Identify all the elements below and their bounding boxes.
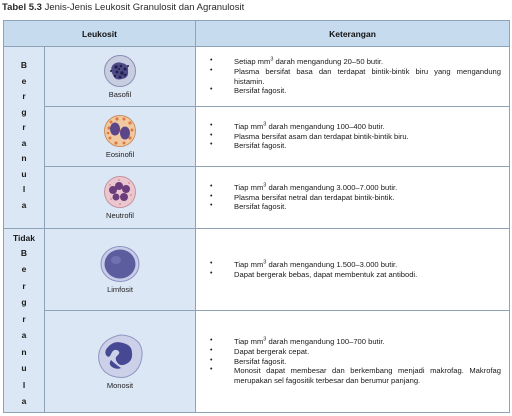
table-caption (2, 2, 244, 13)
group-letters (4, 61, 44, 209)
group-letter: u (21, 363, 27, 373)
cell-basofil (45, 47, 196, 107)
ket-list (196, 337, 509, 386)
ket-list (196, 122, 509, 151)
ket-item: • Plasma bersifat netral dan terdapat bintik-bintik. (234, 193, 501, 203)
ket-list (196, 183, 509, 212)
cell-name-eosinofil: Eosinofil (105, 150, 135, 159)
ket-item-pre: Tiap mm (234, 182, 264, 192)
group-letter: g (21, 106, 27, 117)
cell-eosinofil (45, 107, 196, 167)
ket-list (196, 260, 509, 279)
ket-monosit (196, 311, 510, 413)
ket-item: • Plasma bersifat basa dan terdapat bintik-bintik biru yang mengandung histamin. (234, 67, 501, 86)
ket-item-post: darah mengandung 1.500–3.000 butir. (266, 259, 398, 269)
ket-item-sup: 3 (263, 336, 267, 343)
group-letter: a (21, 396, 27, 406)
group-letter: a (21, 330, 27, 340)
cell-name-limfosit: Limfosit (107, 285, 133, 294)
ket-limfosit (196, 229, 510, 311)
ket-item (234, 260, 501, 270)
ket-item (234, 337, 501, 347)
group-letter: r (22, 280, 26, 291)
table-row (4, 167, 510, 229)
ket-item-pre: Tiap mm (234, 259, 264, 269)
group-letter: u (21, 168, 27, 179)
group-letter: a (21, 137, 27, 148)
table-row (4, 229, 510, 311)
ket-item-sup: 3 (263, 259, 267, 266)
table-row (4, 311, 510, 413)
ket-item: • Dapat bergerak cepat. (234, 347, 501, 357)
table-row (4, 47, 510, 107)
cell-name-monosit: Monosit (106, 381, 134, 390)
group-bergranula (4, 47, 45, 229)
ket-item: • Bersifat fagosit. (234, 86, 501, 96)
ket-eosinofil (196, 107, 510, 167)
ket-item: • Bersifat fagosit. (234, 202, 501, 212)
ket-item-post: darah mengandung 3.000–7.000 butir. (266, 182, 398, 192)
cell-limfosit (45, 229, 196, 311)
group-letters (4, 249, 44, 406)
ket-item-post: darah mengandung 20–50 butir. (273, 57, 384, 67)
eosinofil-cell-image (103, 114, 137, 148)
group-letter: e (21, 264, 27, 274)
caption-label: Tabel 5.3 (2, 2, 42, 13)
leukocyte-table (3, 20, 510, 413)
group-first-word: Tidak (12, 233, 36, 243)
ket-item-sup: 3 (263, 121, 267, 128)
ket-item: • Bersifat fagosit. (234, 141, 501, 151)
ket-item-pre: Setiap mm (234, 57, 271, 67)
neutrofil-cell-image (103, 175, 137, 209)
ket-item: • Bersifat fagosit. (234, 357, 501, 367)
monosit-cell-image (96, 333, 144, 379)
table-row (4, 107, 510, 167)
ket-item-post: darah mengandung 100–400 butir. (266, 121, 385, 131)
group-letter: n (21, 153, 27, 163)
header-keterangan: Keterangan (196, 21, 510, 47)
ket-item: • Plasma bersifat asam dan terdapat bintik-bintik biru. (234, 132, 501, 142)
cell-name-basofil: Basofil (108, 90, 132, 99)
ket-item-post: darah mengandung 100–700 butir. (266, 337, 385, 347)
ket-item: • Monosit dapat membesar dan berkembang menjadi makrofag. Makrofag merupakan sel fagositik terbesar dan berumur panjang. (234, 366, 501, 385)
ket-item-pre: Tiap mm (234, 337, 264, 347)
ket-item-sup: 3 (270, 56, 274, 63)
ket-list (196, 57, 509, 96)
group-letter: r (22, 122, 26, 132)
ket-item (234, 57, 501, 67)
group-letter: e (21, 75, 27, 86)
cell-neutrofil (45, 167, 196, 229)
group-letter: a (21, 199, 27, 210)
group-letter: n (21, 346, 27, 357)
basofil-cell-image (103, 54, 137, 88)
group-letter: r (22, 313, 26, 324)
ket-item (234, 122, 501, 132)
group-letter: g (21, 297, 27, 307)
group-letter: B (20, 60, 28, 70)
caption-title: Jenis-Jenis Leukosit Granulosit dan Agranulosit (44, 2, 245, 13)
header-leukosit: Leukosit (4, 21, 196, 47)
group-letter: l (22, 379, 26, 390)
group-letter: l (22, 184, 26, 194)
ket-basofil (196, 47, 510, 107)
group-letter: B (20, 247, 28, 258)
cell-name-neutrofil: Neutrofil (106, 211, 134, 220)
limfosit-cell-image (99, 245, 141, 283)
group-letter: r (22, 91, 26, 101)
ket-item: • Dapat bergerak bebas, dapat membentuk zat antibodi. (234, 270, 501, 280)
table-header-row (4, 21, 510, 47)
ket-item-sup: 3 (263, 182, 267, 189)
ket-item-pre: Tiap mm (234, 121, 264, 131)
ket-neutrofil (196, 167, 510, 229)
ket-item (234, 183, 501, 193)
group-tidak-bergranula (4, 229, 45, 413)
cell-monosit (45, 311, 196, 413)
